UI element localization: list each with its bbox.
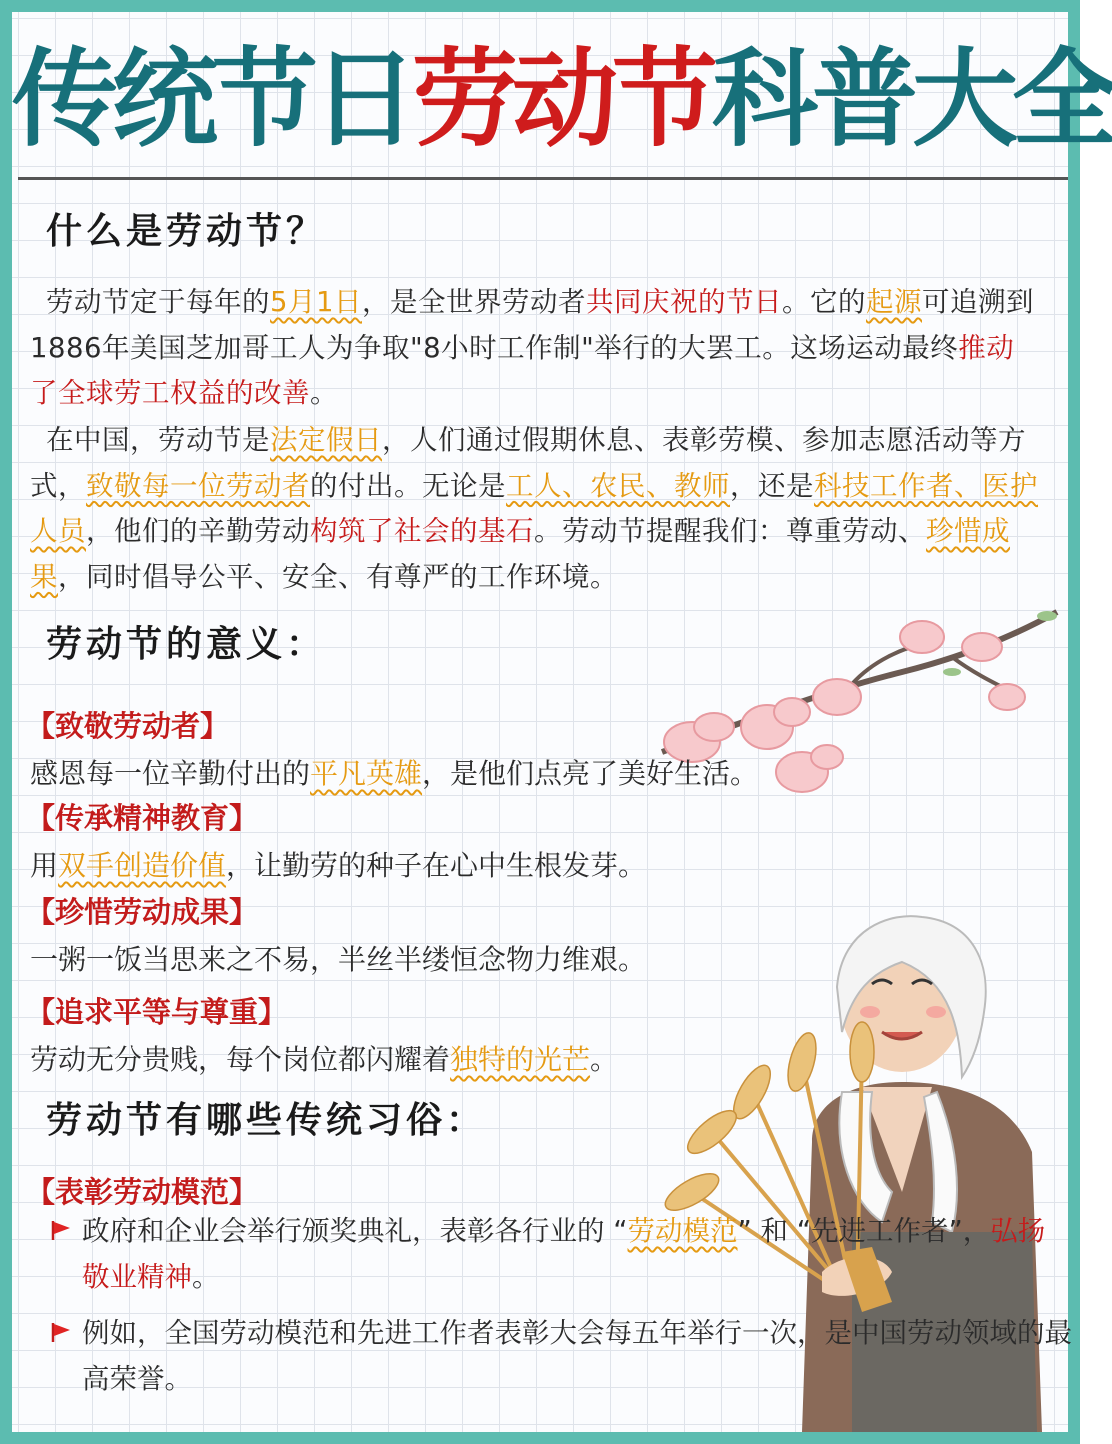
- bullet-item: [50, 1310, 1072, 1402]
- paragraph-china: [30, 418, 1042, 600]
- text-run: ，是他们点亮了美好生活。: [422, 757, 759, 790]
- highlight-text: 致敬每一位劳动者: [86, 469, 310, 502]
- title-part1: 传统节日: [12, 38, 412, 161]
- paragraph-intro: [30, 280, 1042, 417]
- text-run: 的付出。无论是: [310, 469, 506, 502]
- meaning-text-3: [30, 940, 646, 980]
- text-run: 劳动节定于每年的: [46, 286, 270, 318]
- text-run: ，是全世界劳动者: [362, 286, 586, 318]
- title-part3: 科普大全: [712, 38, 1112, 161]
- section-heading-what-is: 什么是劳动节？: [36, 207, 356, 255]
- text-run: ，他们的辛勤劳动: [86, 515, 310, 547]
- text-run: ，让勤劳的种子在心中生根发芽。: [226, 849, 647, 882]
- meaning-label-1: 【致敬劳动者】: [26, 709, 230, 743]
- meaning-label-4: 【追求平等与尊重】: [26, 995, 288, 1029]
- section-heading-customs: 劳动节有哪些传统习俗：: [36, 1096, 506, 1144]
- text-run: 一粥一饭当思来之不易，半丝半缕恒念物力维艰。: [30, 943, 647, 976]
- highlight-text: 独特的光芒: [450, 1043, 591, 1076]
- highlight-text: 劳动模范: [627, 1215, 738, 1247]
- highlight-text: 工人、农民、教师: [506, 469, 730, 502]
- section-heading-meaning: 劳动节的意义：: [36, 620, 346, 668]
- text-run: ” 和 “先进工作者”，: [737, 1215, 991, 1247]
- emphasis-text: 弘扬敬业精神: [82, 1215, 1046, 1293]
- text-run: 用: [30, 849, 59, 882]
- meaning-text-2: [30, 846, 646, 886]
- text-run: 。它的: [782, 286, 866, 318]
- text-run: 。: [310, 377, 338, 409]
- highlight-text: 平凡英雄: [310, 757, 423, 790]
- highlight-text: 法定假日: [270, 424, 382, 456]
- text-run: 。: [192, 1261, 220, 1293]
- emphasis-text: 共同庆祝的节日: [586, 286, 782, 318]
- text-run: ，还是: [730, 469, 814, 502]
- text-run: 。: [590, 1043, 619, 1076]
- emphasis-text: 推动了全球劳工权益的改善: [30, 331, 1015, 409]
- text-run: 在中国，劳动节是: [46, 424, 270, 456]
- text-run: 感恩每一位辛勤付出的: [30, 757, 311, 790]
- text-run: ，同时倡导公平、安全、有尊严的工作环境。: [58, 560, 618, 593]
- title-part2: 劳动节: [412, 38, 712, 161]
- text-run: 政府和企业会举行颁奖典礼，表彰各行业的 “: [82, 1215, 628, 1247]
- meaning-label-2: 【传承精神教育】: [26, 801, 259, 835]
- title-divider: [18, 177, 1068, 180]
- red-flag-icon: [50, 1219, 72, 1241]
- highlight-text: 珍惜成果: [30, 515, 1010, 593]
- customs-label: 【表彰劳动模范】: [26, 1175, 259, 1209]
- highlight-text: 双手创造价值: [58, 849, 227, 882]
- text-run: 。劳动节提醒我们：尊重劳动、: [534, 515, 926, 547]
- red-flag-icon: [50, 1321, 72, 1343]
- emphasis-text: 构筑了社会的基石: [310, 515, 534, 547]
- page-title: [12, 38, 1112, 161]
- bullet-item: [50, 1208, 1072, 1300]
- text-run: ，人们通过假期休息、表彰劳模、参加志愿活动等方式，: [30, 424, 1026, 502]
- highlight-text: 5月1日: [270, 286, 362, 318]
- text-run: 劳动无分贵贱，每个岗位都闪耀着: [30, 1043, 451, 1076]
- grid-paper: [12, 12, 1112, 1432]
- meaning-text-4: [30, 1040, 618, 1080]
- text-run: 例如，全国劳动模范和先进工作者表彰大会每五年举行一次，是中国劳动领域的最高荣誉。: [82, 1317, 1072, 1395]
- meaning-text-1: [30, 754, 758, 794]
- highlight-text: 起源: [866, 286, 922, 318]
- text-run: 可追溯到1886年美国芝加哥工人为争取"8小时工作制"举行的大罢工。这场运动最终: [30, 286, 1034, 364]
- meaning-label-3: 【珍惜劳动成果】: [26, 895, 259, 929]
- highlight-text: 科技工作者、医护人员: [30, 469, 1038, 547]
